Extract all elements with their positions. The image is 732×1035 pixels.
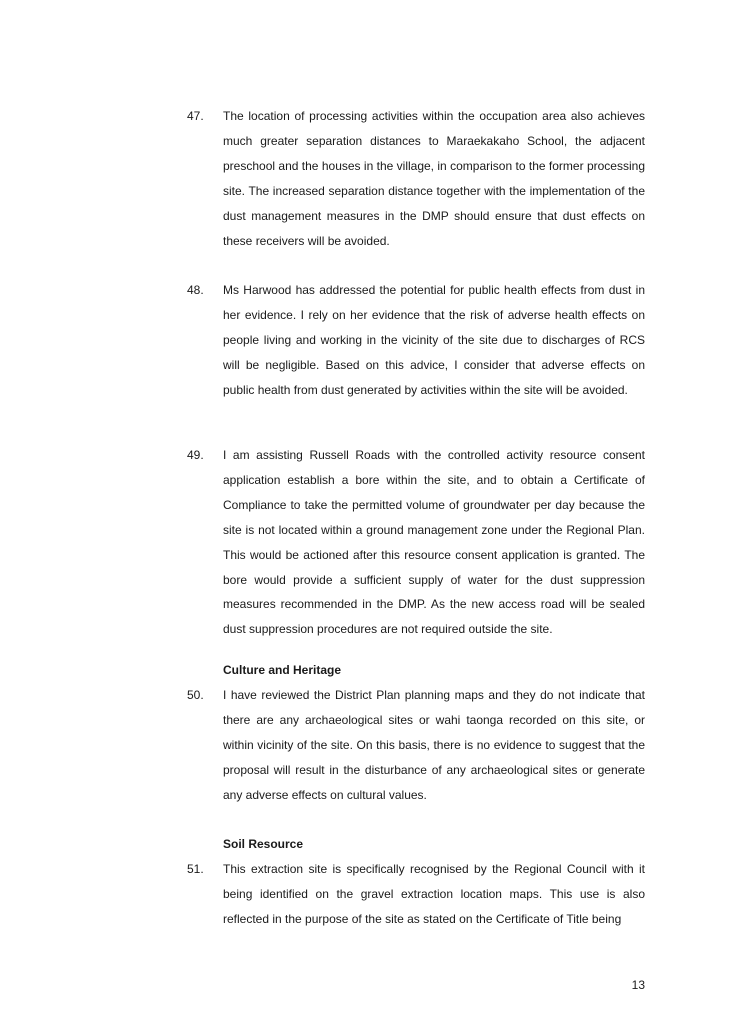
- paragraph-text: The location of processing activities within the occupation area also achieves much greater separation distances to Maraekakaho School, the adjacent preschool and the houses in the village, in comparison to the former processing site. The increased separation distance together with the implementation of the dust management measures in the DMP should ensure that dust effects on these receivers will be avoided.: [223, 109, 645, 248]
- section-heading-culture: Culture and Heritage: [223, 663, 342, 677]
- paragraph-48: [187, 278, 645, 403]
- paragraph-text: I am assisting Russell Roads with the controlled activity resource consent application establish a bore within the site, and to obtain a Certificate of Compliance to take the permitted volume of groundwater per day because the site is not located within a ground management zone under the Regional Plan. This would be actioned after this resource consent application is granted. The bore would provide a sufficient supply of water for the dust suppression measures recommended in the DMP. As the new access road will be sealed dust suppression procedures are not required outside the site.: [223, 448, 645, 637]
- paragraph-number: 50.: [187, 688, 204, 702]
- paragraph-50: [187, 683, 645, 808]
- paragraph-text: Ms Harwood has addressed the potential for public health effects from dust in her evidence. I rely on her evidence that the risk of adverse health effects on people living and working in the vicinity of the site due to discharges of RCS will be negligible. Based on this advice, I consider that adverse effects on public health from dust generated by activities within the site will be avoided.: [223, 283, 645, 397]
- paragraph-number: 47.: [187, 109, 204, 123]
- paragraph-text: I have reviewed the District Plan planning maps and they do not indicate that there are any archaeological sites or wahi taonga recorded on this site, or within vicinity of the site. On this basis, there is no evidence to suggest that the proposal will result in the disturbance of any archaeological sites or generate any adverse effects on cultural values.: [223, 688, 645, 802]
- paragraph-text: This extraction site is specifically recognised by the Regional Council with it being identified on the gravel extraction location maps. This use is also reflected in the purpose of the site as stated on the Certificate of Title being: [223, 862, 645, 926]
- section-heading-soil: Soil Resource: [223, 837, 304, 851]
- paragraph-49: [187, 443, 645, 642]
- paragraph-47: [187, 104, 645, 253]
- paragraph-number: 49.: [187, 448, 204, 462]
- paragraph-51: [187, 857, 645, 932]
- page-number: 13: [631, 978, 645, 992]
- paragraph-number: 48.: [187, 283, 204, 297]
- paragraph-number: 51.: [187, 862, 204, 876]
